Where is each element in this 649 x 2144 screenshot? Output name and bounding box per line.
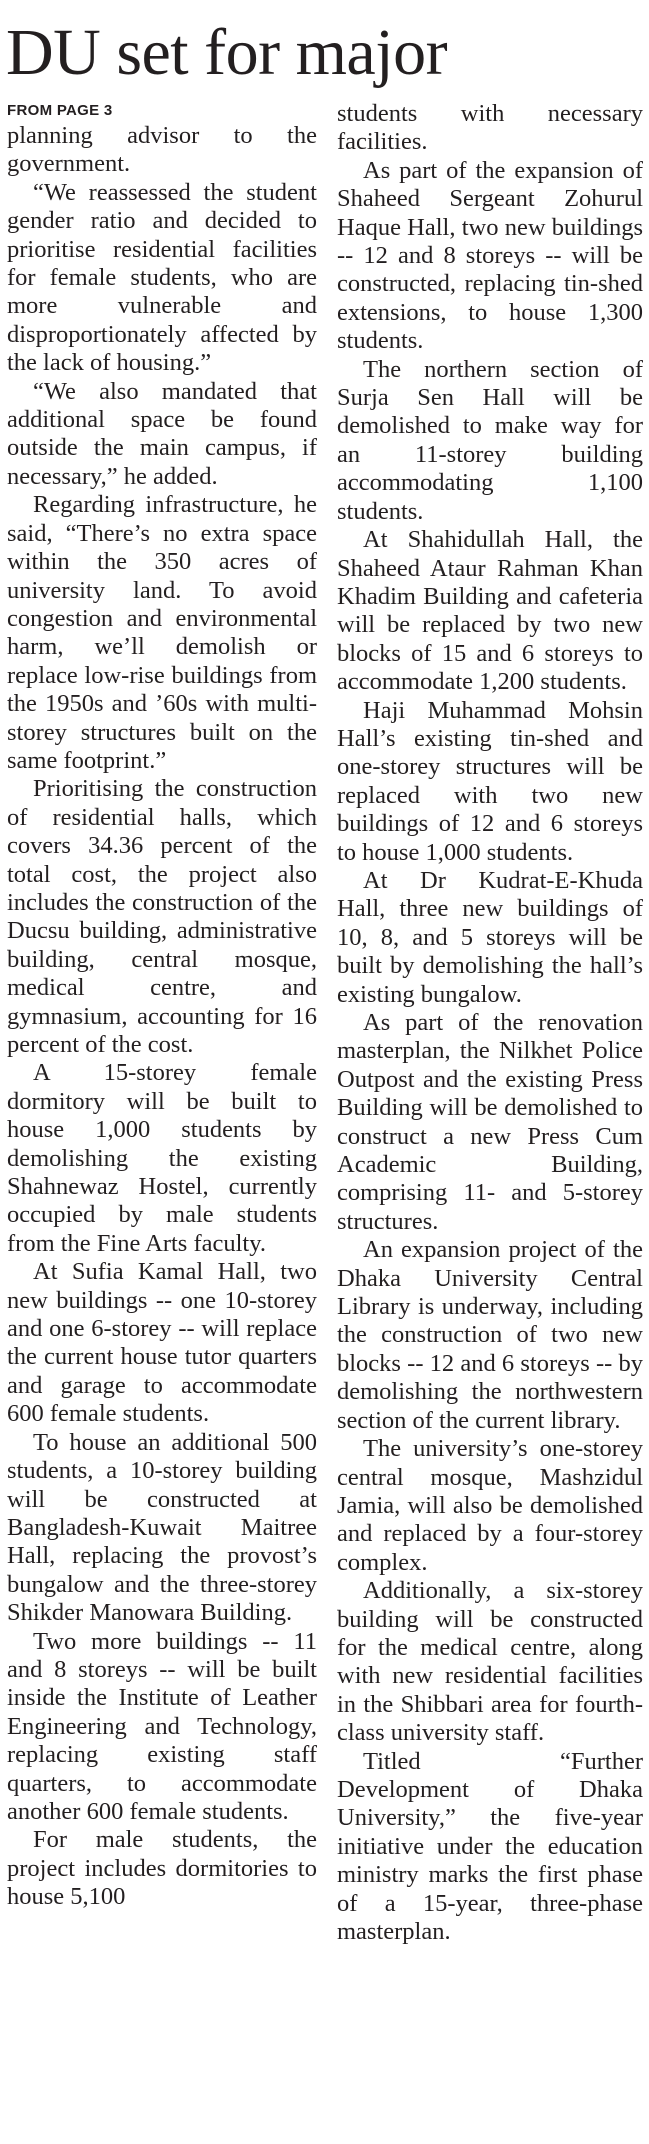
paragraph: Haji Muhammad Mohsin Hall’s existing tin-shed and one-storey structures will be replaced with two new buildings of 12 and 6 storeys to house 1,000 students.: [337, 696, 643, 866]
headline: DU set for major: [6, 16, 448, 89]
paragraph: For male students, the project includes dormitories to house 5,100: [7, 1826, 317, 1911]
right-column: [337, 100, 643, 2140]
paragraph: As part of the expansion of Shaheed Sergeant Zohurul Haque Hall, two new buildings -- 12 and 8 storeys -- will be constructed, replacing tin-shed extensions, to house 1,300 students.: [337, 156, 643, 355]
paragraph: Regarding infrastructure, he said, “There’s no extra space within the 350 acres of university land. To avoid congestion and environmental harm, we’ll demolish or replace low-rise buildings from the 1950s and ’60s with multi-storey structures built on the same footprint.”: [7, 491, 317, 774]
paragraph: Titled “Further Development of Dhaka University,” the five-year initiative under the education ministry marks the first phase of a 15-year, three-phase masterplan.: [337, 1747, 643, 1945]
paragraph: Additionally, a six-storey building will be constructed for the medical centre, along with new residential facilities in the Shibbari area for fourth-class university staff.: [337, 1577, 643, 1747]
paragraph: As part of the renovation masterplan, the Nilkhet Police Outpost and the existing Press Building will be demolished to construct a new Press Cum Academic Building, comprising 11- and 5-storey structures.: [337, 1009, 643, 1235]
paragraph: At Shahidullah Hall, the Shaheed Ataur Rahman Khan Khadim Building and cafeteria will be replaced by two new blocks of 15 and 6 storeys to accommodate 1,200 students.: [337, 526, 643, 696]
left-column: [7, 100, 317, 2140]
paragraph: To house an additional 500 students, a 10-storey building will be constructed at Bangladesh-Kuwait Maitree Hall, replacing the provost’s bungalow and the three-storey Shikder Manowara Building.: [7, 1428, 317, 1627]
paragraph: “We also mandated that additional space be found outside the main campus, if necessary,” he added.: [7, 377, 317, 490]
paragraph: The northern section of Surja Sen Hall will be demolished to make way for an 11-storey building accommodating 1,100 students.: [337, 355, 643, 525]
paragraph: students with necessary facilities.: [337, 100, 643, 156]
paragraph: Two more buildings -- 11 and 8 storeys -- will be built inside the Institute of Leather Engineering and Technology, replacing existing staff quarters, to accommodate another 600 female students.: [7, 1627, 317, 1825]
paragraph: “We reassessed the student gender ratio and decided to prioritise residential facilities for female students, who are more vulnerable and disproportionately affected by the lack of housing.”: [7, 178, 317, 377]
paragraph: Prioritising the construction of residential halls, which covers 34.36 percent of the total cost, the project also includes the construction of the Ducsu building, administrative building, central mosque, medical centre, and gymnasium, accounting for 16 percent of the cost.: [7, 775, 317, 1058]
paragraph: The university’s one-storey central mosque, Mashzidul Jamia, will also be demolished and replaced by a four-storey complex.: [337, 1435, 643, 1576]
paragraph: planning advisor to the government.: [7, 122, 317, 178]
jump-line: FROM PAGE 3: [7, 102, 113, 119]
paragraph: At Dr Kudrat-E-Khuda Hall, three new buildings of 10, 8, and 5 storeys will be built by demolishing the hall’s existing bungalow.: [337, 866, 643, 1008]
paragraph: An expansion project of the Dhaka University Central Library is underway, including the construction of two new blocks -- 12 and 6 storeys -- by demolishing the northwestern section of the current library.: [337, 1236, 643, 1434]
paragraph: At Sufia Kamal Hall, two new buildings -- one 10-storey and one 6-storey -- will replace the current house tutor quarters and garage to accommodate 600 female students.: [7, 1258, 317, 1428]
paragraph: A 15-storey female dormitory will be built to house 1,000 students by demolishing the existing Shahnewaz Hostel, currently occupied by male students from the Fine Arts faculty.: [7, 1059, 317, 1257]
